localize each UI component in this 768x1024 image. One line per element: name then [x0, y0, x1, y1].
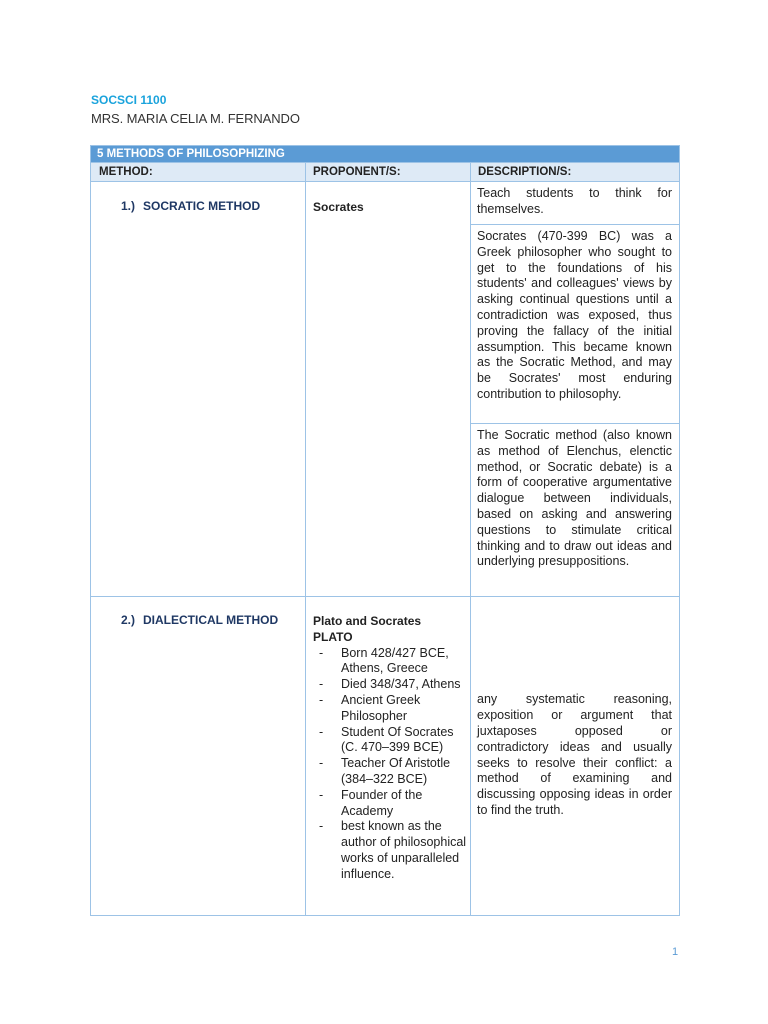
description-cell: Teach students to think for themselves.: [471, 182, 680, 225]
proponent-subheading: PLATO: [313, 629, 353, 644]
proponent-name: Plato and Socrates: [313, 614, 422, 628]
description-cell: any systematic reasoning, exposition or argument that juxtaposes opposed or contradictory ideas and usually seeks to resolve their conflict: a method of examining and discussing opposing ideas in order to find the truth.: [471, 597, 680, 916]
list-item: - Student Of Socrates (C. 470–399 BCE): [313, 725, 470, 757]
table-row: [91, 182, 680, 225]
table-row: [91, 597, 680, 916]
list-item: - best known as the author of philosophical works of unparalleled influence.: [313, 819, 470, 882]
method-number: 1.): [121, 199, 136, 213]
method-number: 2.): [121, 613, 136, 627]
method-cell: [91, 597, 306, 916]
list-item: - Ancient Greek Philosopher: [313, 693, 470, 725]
proponent-bullet-list: [313, 646, 470, 883]
page-number: 1: [672, 946, 679, 958]
list-item: - Born 428/427 BCE, Athens, Greece: [313, 646, 470, 678]
header-proponent: PROPONENT/S:: [306, 163, 471, 182]
proponent-name: Socrates: [313, 200, 364, 214]
table-title: 5 METHODS OF PHILOSOPHIZING: [91, 146, 680, 163]
header-method: METHOD:: [91, 163, 306, 182]
method-name: DIALECTICAL METHOD: [143, 613, 279, 627]
list-item: - Teacher Of Aristotle (384–322 BCE): [313, 756, 470, 788]
method-name: SOCRATIC METHOD: [143, 199, 261, 213]
proponent-cell: [306, 597, 471, 916]
table-title-row: [91, 146, 680, 163]
list-item: - Died 348/347, Athens: [313, 677, 470, 693]
method-cell: [91, 182, 306, 597]
header-description: DESCRIPTION/S:: [471, 163, 680, 182]
course-code: SOCSCI 1100: [91, 93, 167, 107]
methods-table: [90, 145, 680, 916]
description-cell: Socrates (470-399 BC) was a Greek philosopher who sought to get to the foundations of his students' and colleagues' views by asking continual questions until a contradiction was exposed, thus proving the fallacy of the initial assumption. This became known as the Socratic Method, and may be Socrates' most enduring contribution to philosophy.: [471, 225, 680, 424]
description-cell: The Socratic method (also known as method of Elenchus, elenctic method, or Socratic debate) is a form of cooperative argumentative dialogue between individuals, based on asking and answering questions to stimulate critical thinking and to draw out ideas and underlying presuppositions.: [471, 424, 680, 597]
table-header-row: [91, 163, 680, 182]
teacher-name: MRS. MARIA CELIA M. FERNANDO: [91, 111, 300, 126]
list-item: - Founder of the Academy: [313, 788, 470, 820]
proponent-cell: [306, 182, 471, 597]
